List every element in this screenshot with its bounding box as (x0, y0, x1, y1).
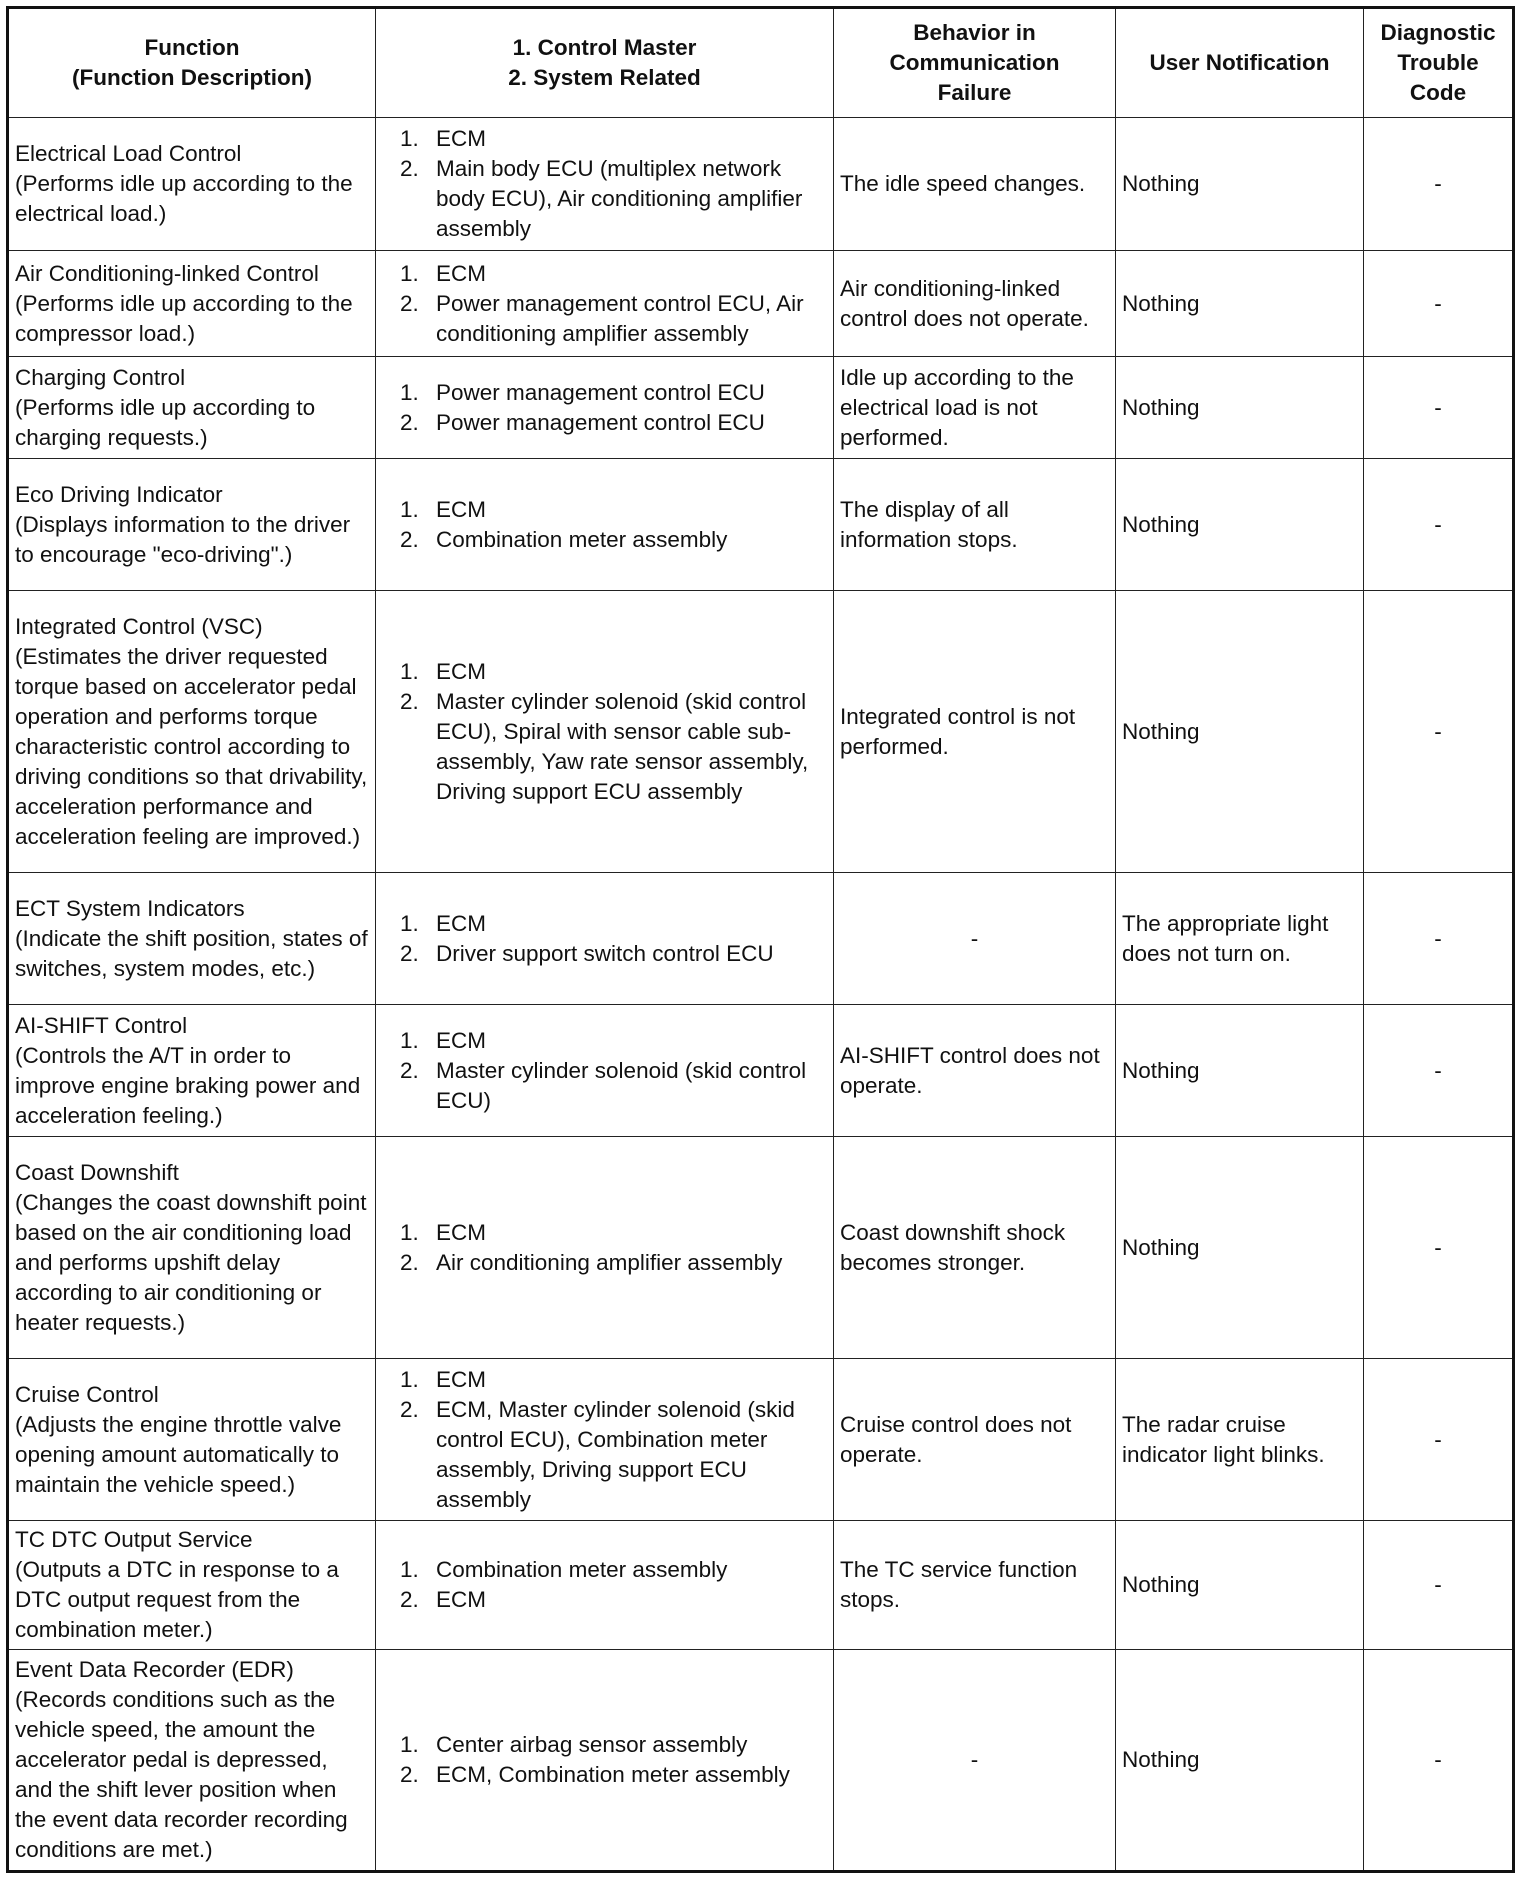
table-row (8, 459, 1514, 591)
system-related: 2. Power management control ECU, Air conditioning amplifier assembly (400, 290, 804, 346)
notification-cell: Nothing (1116, 251, 1364, 357)
dtc-cell: - (1364, 873, 1514, 1005)
function-cell (8, 1005, 376, 1137)
control-cell (376, 1137, 834, 1359)
system-related: 2. Combination meter assembly (400, 526, 728, 552)
function-name: Cruise Control (15, 1381, 159, 1407)
function-description: (Adjusts the engine throttle valve opening amount automatically to maintain the vehicle speed.) (15, 1411, 342, 1497)
header-notification: User Notification (1116, 8, 1364, 118)
control-cell (376, 873, 834, 1005)
system-related: 2. ECM, Master cylinder solenoid (skid control ECU), Combination meter assembly, Driving support ECU assembly (400, 1396, 795, 1512)
control-master: 1. Power management control ECU (400, 379, 765, 405)
header-dtc: Diagnostic Trouble Code (1364, 8, 1514, 118)
notification-cell: Nothing (1116, 118, 1364, 251)
control-master: 1. ECM (400, 260, 486, 286)
behavior-cell: - (834, 873, 1116, 1005)
behavior-cell: Idle up according to the electrical load is not performed. (834, 357, 1116, 459)
function-name: AI-SHIFT Control (15, 1012, 188, 1038)
table-row (8, 1521, 1514, 1650)
header-behavior: Behavior in Communication Failure (834, 8, 1116, 118)
table-row (8, 873, 1514, 1005)
behavior-cell: The display of all information stops. (834, 459, 1116, 591)
control-master: 1. ECM (400, 1366, 486, 1392)
behavior-cell: The idle speed changes. (834, 118, 1116, 251)
notification-cell: Nothing (1116, 1650, 1364, 1872)
dtc-cell: - (1364, 459, 1514, 591)
table-row (8, 1359, 1514, 1521)
control-master: 1. ECM (400, 658, 486, 684)
table-body (8, 118, 1514, 1872)
function-description: (Changes the coast downshift point based on the air conditioning load and performs upshift delay according to air conditioning or heater requests.) (15, 1189, 367, 1335)
control-cell (376, 251, 834, 357)
function-cell (8, 873, 376, 1005)
function-cell (8, 357, 376, 459)
dtc-cell: - (1364, 1137, 1514, 1359)
notification-cell: Nothing (1116, 1521, 1364, 1650)
behavior-cell: The TC service function stops. (834, 1521, 1116, 1650)
control-master: 1. ECM (400, 910, 486, 936)
function-cell (8, 1650, 376, 1872)
system-related: 2. ECM, Combination meter assembly (400, 1762, 790, 1787)
behavior-cell: Cruise control does not operate. (834, 1359, 1116, 1521)
function-cell (8, 1137, 376, 1359)
header-row (8, 8, 1514, 118)
system-related: 2. Power management control ECU (400, 409, 765, 435)
function-cell (8, 1359, 376, 1521)
function-cell (8, 591, 376, 873)
function-description: (Indicate the shift position, states of switches, system modes, etc.) (15, 925, 368, 981)
function-description: (Performs idle up according to the compressor load.) (15, 290, 353, 346)
function-name: Coast Downshift (15, 1159, 179, 1185)
control-cell (376, 591, 834, 873)
behavior-cell: Coast downshift shock becomes stronger. (834, 1137, 1116, 1359)
system-related: 2. Driver support switch control ECU (400, 940, 774, 966)
function-description: (Records conditions such as the vehicle speed, the amount the accelerator pedal is depressed, and the shift lever position when the event data recorder recording conditions are met.) (15, 1687, 348, 1862)
function-name: Electrical Load Control (15, 141, 242, 166)
table-row (8, 118, 1514, 251)
function-name: TC DTC Output Service (15, 1527, 253, 1552)
function-table (6, 6, 1515, 1873)
function-description: (Estimates the driver requested torque based on accelerator pedal operation and performs torque characteristic control according to driving conditions so that drivability, acceleration performance and acceleration feeling are improved.) (15, 643, 368, 849)
table-row (8, 251, 1514, 357)
control-cell (376, 357, 834, 459)
behavior-cell: Air conditioning-linked control does not operate. (834, 251, 1116, 357)
function-description: (Performs idle up according to the electrical load.) (15, 171, 353, 226)
behavior-cell: Integrated control is not performed. (834, 591, 1116, 873)
control-cell (376, 459, 834, 591)
notification-cell: Nothing (1116, 357, 1364, 459)
table-row (8, 1650, 1514, 1872)
control-master: 1. ECM (400, 1219, 486, 1245)
function-cell (8, 1521, 376, 1650)
function-name: Eco Driving Indicator (15, 481, 223, 507)
table-row (8, 591, 1514, 873)
table-row (8, 357, 1514, 459)
dtc-cell: - (1364, 1005, 1514, 1137)
function-description: (Outputs a DTC in response to a DTC output request from the combination meter.) (15, 1557, 339, 1642)
dtc-cell: - (1364, 118, 1514, 251)
function-cell (8, 118, 376, 251)
control-cell (376, 1005, 834, 1137)
control-master: 1. Center airbag sensor assembly (400, 1732, 748, 1757)
control-master: 1. ECM (400, 496, 486, 522)
table-row (8, 1137, 1514, 1359)
control-cell (376, 1650, 834, 1872)
dtc-cell: - (1364, 1359, 1514, 1521)
dtc-cell: - (1364, 251, 1514, 357)
behavior-cell: AI-SHIFT control does not operate. (834, 1005, 1116, 1137)
control-cell (376, 118, 834, 251)
document-page (6, 6, 1512, 1873)
control-master: 1. Combination meter assembly (400, 1557, 728, 1582)
table-row (8, 1005, 1514, 1137)
function-cell (8, 459, 376, 591)
function-name: Air Conditioning-linked Control (15, 260, 319, 286)
notification-cell: Nothing (1116, 459, 1364, 591)
control-cell (376, 1359, 834, 1521)
dtc-cell: - (1364, 357, 1514, 459)
behavior-cell: - (834, 1650, 1116, 1872)
function-name: Event Data Recorder (EDR) (15, 1657, 294, 1682)
notification-cell: The radar cruise indicator light blinks. (1116, 1359, 1364, 1521)
system-related: 2. Air conditioning amplifier assembly (400, 1249, 783, 1275)
system-related: 2. Master cylinder solenoid (skid control ECU), Spiral with sensor cable sub-assembly, Yaw rate sensor assembly, Driving support ECU assembly (400, 688, 809, 804)
function-name: Integrated Control (VSC) (15, 613, 263, 639)
control-cell (376, 1521, 834, 1650)
notification-cell: Nothing (1116, 591, 1364, 873)
function-name: Charging Control (15, 364, 186, 390)
header-function: Function (Function Description) (8, 8, 376, 118)
header-control: 1. Control Master 2. System Related (376, 8, 834, 118)
function-description: (Displays information to the driver to encourage "eco-driving".) (15, 511, 351, 567)
notification-cell: Nothing (1116, 1137, 1364, 1359)
function-description: (Performs idle up according to charging requests.) (15, 394, 316, 450)
notification-cell: Nothing (1116, 1005, 1364, 1137)
dtc-cell: - (1364, 591, 1514, 873)
function-cell (8, 251, 376, 357)
system-related: 2. Master cylinder solenoid (skid control ECU) (400, 1057, 807, 1113)
control-master: 1. ECM (400, 126, 486, 151)
dtc-cell: - (1364, 1521, 1514, 1650)
system-related: 2. Main body ECU (multiplex network body ECU), Air conditioning amplifier assembly (400, 156, 803, 241)
system-related: 2. ECM (400, 1587, 486, 1612)
control-master: 1. ECM (400, 1027, 486, 1053)
notification-cell: The appropriate light does not turn on. (1116, 873, 1364, 1005)
function-description: (Controls the A/T in order to improve engine braking power and acceleration feeling.) (15, 1042, 361, 1128)
dtc-cell: - (1364, 1650, 1514, 1872)
function-name: ECT System Indicators (15, 895, 245, 921)
